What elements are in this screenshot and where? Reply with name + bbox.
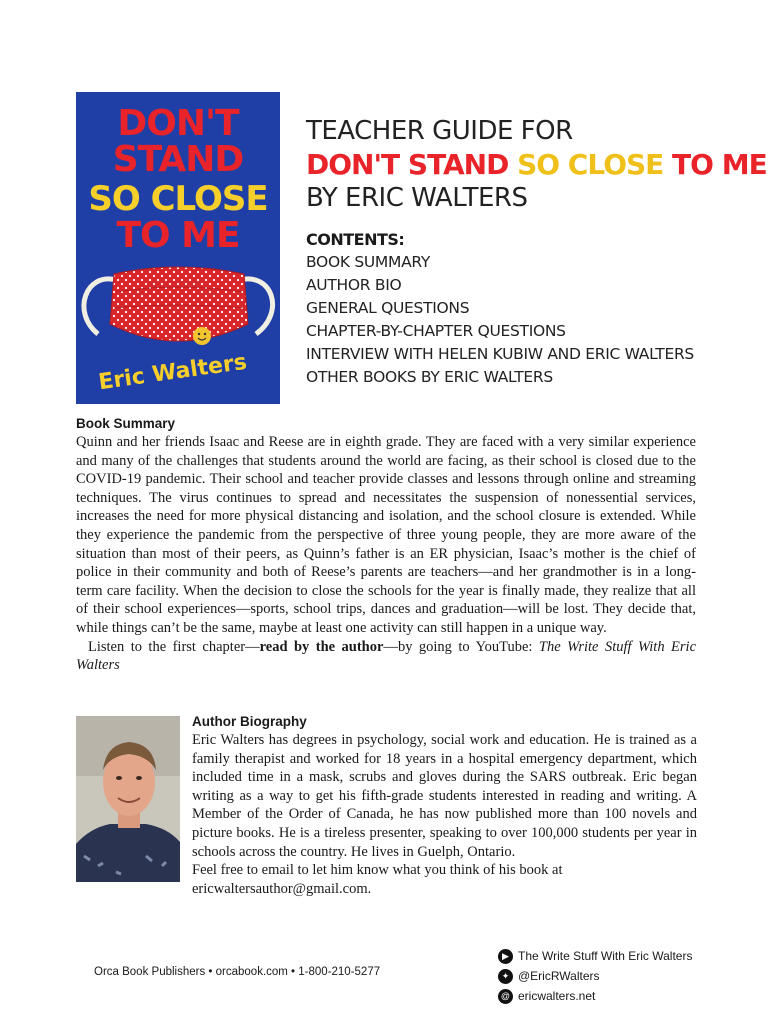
author-biography-section: [192, 714, 697, 898]
contents-item: BOOK SUMMARY: [306, 253, 431, 271]
title-line-book: [306, 148, 767, 181]
social-label: @EricRWalters: [518, 969, 600, 983]
cover-title-line: DON'T: [117, 103, 239, 144]
listen-text: —by going to YouTube:: [383, 638, 539, 655]
guide-title: [306, 116, 767, 213]
section-heading: Author Biography: [192, 714, 307, 729]
contents-heading: CONTENTS:: [306, 230, 405, 249]
title-line-1: TEACHER GUIDE FOR: [306, 116, 573, 146]
social-link-twitter[interactable]: [498, 966, 692, 986]
bio-paragraph: Eric Walters has degrees in psychology, social work and education. He is trained as a family therapist and worked for 18 years in a hospital emergency department, which included time in a mask, scrubs and gloves during the SARS outbreak. Eric began writing as a way to get his fifth-grade students interested in reading and writing. A Member of the Order of Canada, he has now published more than 100 novels and picture books. He is a tireless presenter, speaking to over 100,000 students per year in schools across the country. He lives in Guelph, Ontario.: [192, 732, 697, 860]
youtube-channel-name: The Write Stuff With Eric Walters: [76, 638, 697, 674]
contents-item: OTHER BOOKS BY ERIC WALTERS: [306, 368, 553, 386]
listen-text: Listen to the first chapter—: [88, 638, 260, 655]
cover-author-name: Eric Walters: [96, 349, 249, 396]
youtube-icon: ▶: [498, 949, 513, 964]
social-label: The Write Stuff With Eric Walters: [518, 949, 693, 963]
social-label: ericwalters.net: [518, 989, 596, 1003]
title-red-part: TO ME: [663, 148, 767, 181]
contents-item: CHAPTER-BY-CHAPTER QUESTIONS: [306, 322, 566, 340]
title-yellow-part: SO CLOSE: [517, 148, 664, 181]
contents-list: [306, 230, 694, 389]
social-link-website[interactable]: [498, 986, 692, 1006]
social-links: [498, 946, 692, 1006]
listen-bold-text: read by the author: [259, 638, 384, 655]
cover-title-line: SO CLOSE: [88, 179, 268, 219]
author-photo: [76, 716, 180, 882]
title-line-author: BY ERIC WALTERS: [306, 183, 528, 213]
section-heading: Book Summary: [76, 416, 176, 431]
social-link-youtube[interactable]: [498, 946, 692, 966]
face-mask-illustration: [76, 262, 280, 362]
listen-paragraph: [76, 638, 696, 675]
web-icon: @: [498, 989, 513, 1004]
title-red-part: DON'T STAND: [306, 148, 518, 181]
cover-title-line: STAND: [112, 139, 244, 180]
contents-item: GENERAL QUESTIONS: [306, 299, 470, 317]
summary-paragraph: Quinn and her friends Isaac and Reese are in eighth grade. They are faced with a very similar experience and many of the challenges that students around the world are facing, as their school is closed due to the COVID-19 pandemic. Their school and teacher provide classes and lessons through online and streaming techniques. The virus continues to spread and necessitates the suspension of nonessential services, increases the need for more physical distancing and isolation, and the school closure is extended. While they experience the pandemic from the perspective of three young people, they are more aware of the situation than most of their peers, as Quinn’s father is an ER physician, Isaac’s mother is the chief of police in their community and both of Reese’s parents are teachers—and her grandmother is in a long-term care facility. When the decision to close the schools for the year is finally made, they realize that all of their school experiences—sports, school trips, dances and graduation—will be lost. They decide that, while things can’t be the same, maybe at least one activity can still happen in a unique way.: [76, 434, 696, 636]
bio-email-line: Feel free to email to let him know what you think of his book at ericwaltersauthor@gmail.com.: [192, 862, 563, 897]
twitter-icon: ✦: [498, 969, 513, 984]
publisher-info: Orca Book Publishers • orcabook.com • 1-800-210-5277: [94, 966, 381, 978]
contents-item: AUTHOR BIO: [306, 276, 402, 294]
cover-title-line: TO ME: [116, 215, 240, 256]
contents-item: INTERVIEW WITH HELEN KUBIW AND ERIC WALTERS: [306, 345, 694, 363]
book-summary-section: [76, 416, 696, 675]
book-cover: [76, 92, 280, 404]
